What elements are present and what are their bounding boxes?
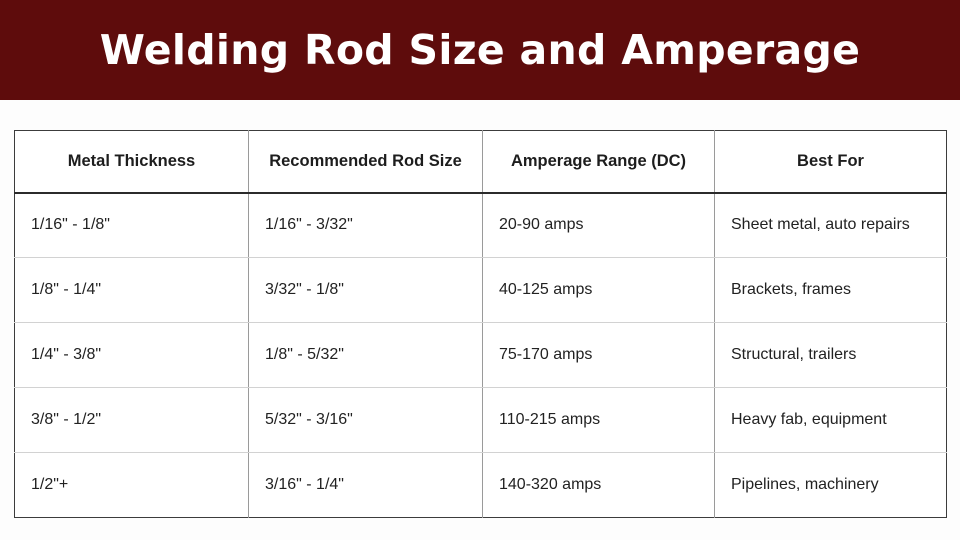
table-body <box>15 193 947 518</box>
table-header-row <box>15 131 947 193</box>
column-header-amperage-range: Amperage Range (DC) <box>483 131 715 193</box>
column-header-rod-size: Recommended Rod Size <box>249 131 483 193</box>
cell-best-for: Structural, trailers <box>715 323 947 388</box>
cell-rod-size: 1/8" - 5/32" <box>249 323 483 388</box>
table-container <box>14 130 946 518</box>
cell-metal-thickness: 1/16" - 1/8" <box>15 193 249 258</box>
welding-rod-table <box>14 130 947 518</box>
column-header-best-for: Best For <box>715 131 947 193</box>
cell-rod-size: 3/32" - 1/8" <box>249 258 483 323</box>
cell-rod-size: 1/16" - 3/32" <box>249 193 483 258</box>
cell-amperage: 110-215 amps <box>483 388 715 453</box>
table-row <box>15 388 947 453</box>
table-row <box>15 193 947 258</box>
cell-amperage: 75-170 amps <box>483 323 715 388</box>
table-header <box>15 131 947 193</box>
content-area <box>0 100 960 540</box>
table-row <box>15 453 947 518</box>
cell-best-for: Pipelines, machinery <box>731 476 879 493</box>
table-row <box>15 323 947 388</box>
cell-amperage: 40-125 amps <box>483 258 715 323</box>
cell-metal-thickness: 1/8" - 1/4" <box>15 258 249 323</box>
cell-rod-size: 5/32" - 3/16" <box>249 388 483 453</box>
cell-best-for: Brackets, frames <box>715 258 947 323</box>
cell-best-for: Sheet metal, auto repairs <box>715 193 947 258</box>
header-banner <box>0 0 960 100</box>
cell-amperage: 140-320 amps <box>483 453 715 518</box>
table-row <box>15 258 947 323</box>
page-title: Welding Rod Size and Amperage <box>99 25 861 74</box>
cell-metal-thickness: 1/2"+ <box>15 453 249 518</box>
column-header-metal-thickness: Metal Thickness <box>15 131 249 193</box>
cell-metal-thickness: 1/4" - 3/8" <box>15 323 249 388</box>
cell-amperage: 20-90 amps <box>483 193 715 258</box>
cell-rod-size: 3/16" - 1/4" <box>249 453 483 518</box>
cell-metal-thickness: 3/8" - 1/2" <box>15 388 249 453</box>
cell-best-for: Heavy fab, equipment <box>715 388 947 453</box>
